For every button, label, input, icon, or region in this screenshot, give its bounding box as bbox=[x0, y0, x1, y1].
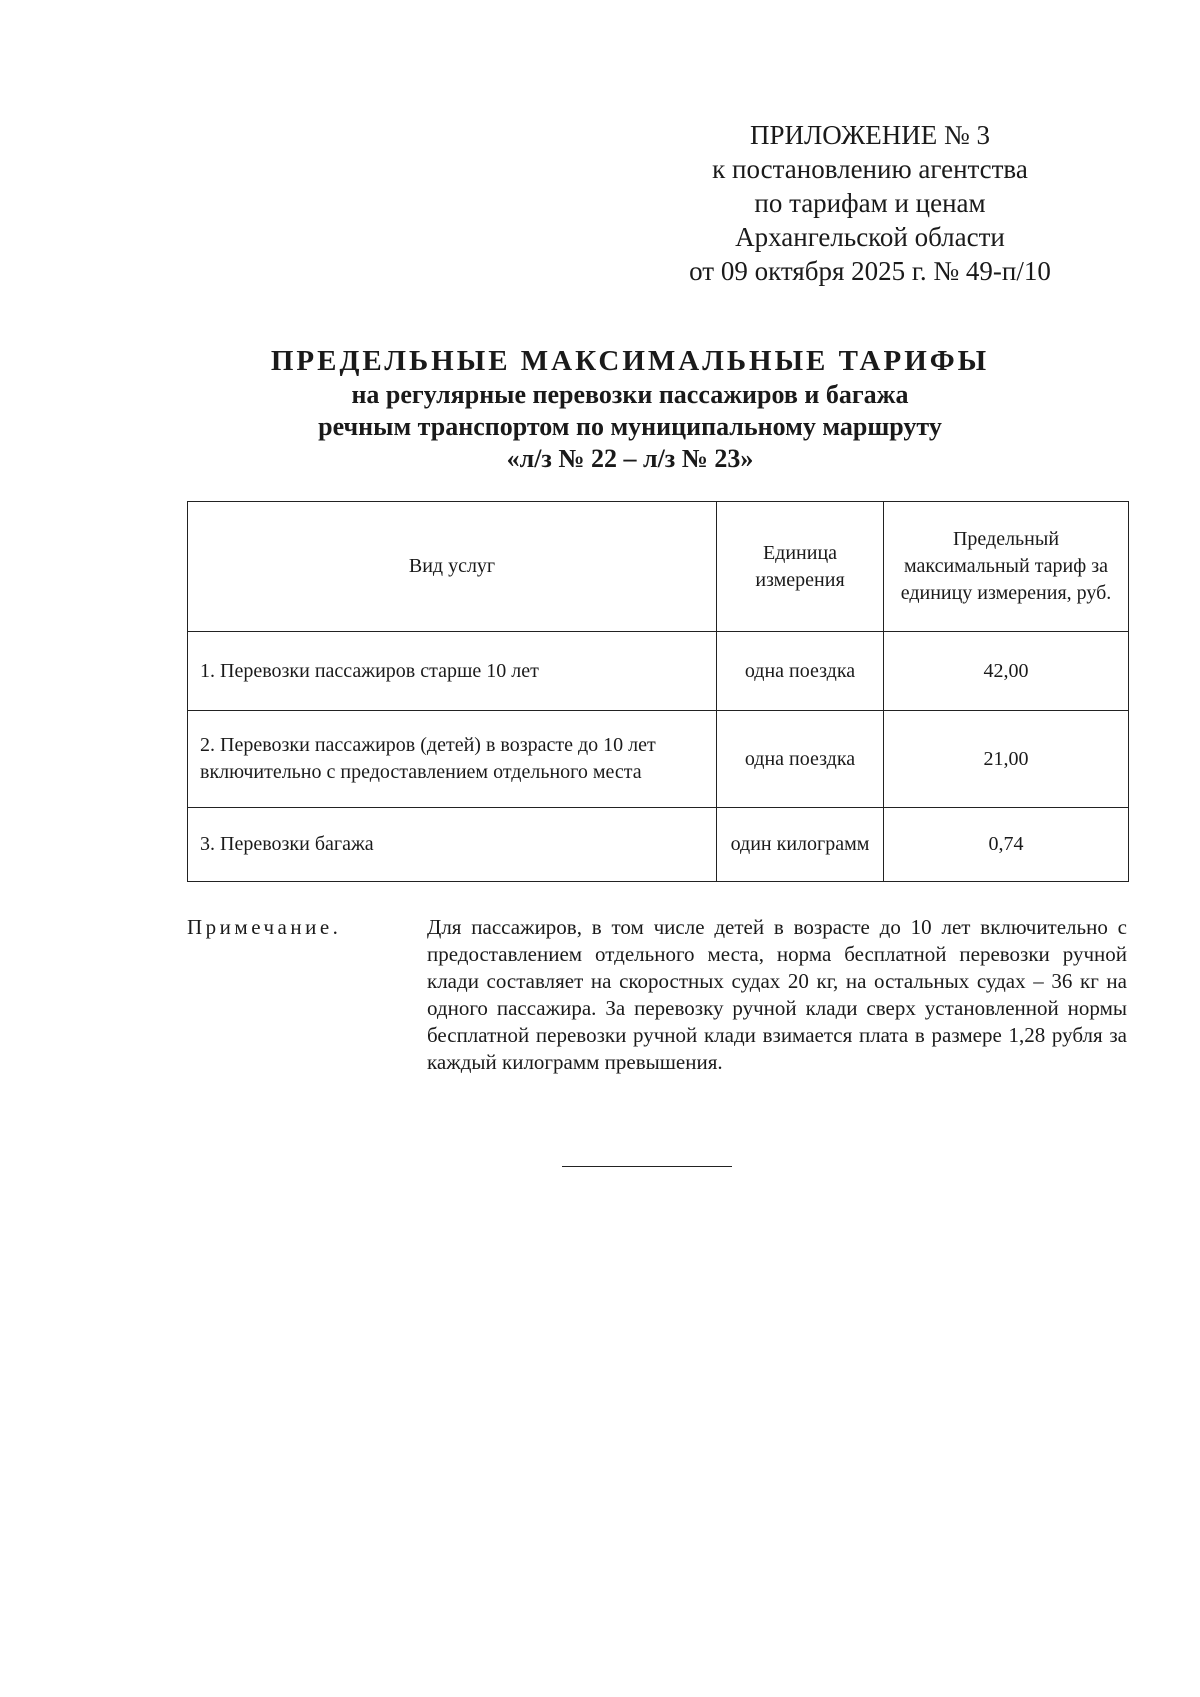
document-title bbox=[190, 345, 1070, 475]
cell-unit: одна поездка bbox=[717, 711, 884, 808]
title-subline: на регулярные перевозки пассажиров и багажа bbox=[351, 380, 909, 409]
table-row bbox=[188, 808, 1129, 882]
header-service: Вид услуг bbox=[188, 502, 717, 632]
table-row bbox=[188, 632, 1129, 711]
cell-tariff: 21,00 bbox=[884, 711, 1129, 808]
appendix-ref-line: к постановлению агентства bbox=[712, 154, 1028, 184]
appendix-ref-line: Архангельской области bbox=[735, 222, 1005, 252]
end-divider bbox=[562, 1166, 732, 1167]
table-row bbox=[188, 711, 1129, 808]
appendix-ref-line: по тарифам и ценам bbox=[754, 188, 986, 218]
title-subline: речным транспортом по муниципальному маршруту bbox=[318, 412, 942, 441]
appendix-date-number: от 09 октября 2025 г. № 49-п/10 bbox=[689, 256, 1051, 286]
title-main: ПРЕДЕЛЬНЫЕ МАКСИМАЛЬНЫЕ ТАРИФЫ bbox=[270, 345, 990, 377]
header-tariff: Предельный максимальный тариф за единицу измерения, руб. bbox=[884, 502, 1129, 632]
cell-tariff: 0,74 bbox=[884, 808, 1129, 882]
route-name: «л/з № 22 – л/з № 23» bbox=[506, 444, 754, 473]
header-unit: Единица измерения bbox=[717, 502, 884, 632]
note-text: Для пассажиров, в том числе детей в возрасте до 10 лет включительно с предоставлением отдельного места, норма бесплатной перевозки ручной клади составляет на скоростных судах 20 кг, на остальных судах – 36 кг на одного пассажира. За перевозку ручной клади сверх установленной нормы бесплатной перевозки ручной клади взимается плата в размере 1,28 рубля за каждый килограмм превышения. bbox=[427, 915, 1127, 1074]
appendix-header bbox=[650, 118, 1090, 288]
cell-service: 2. Перевозки пассажиров (детей) в возрасте до 10 лет включительно с предоставлением отдельного места bbox=[188, 711, 717, 808]
table-header-row bbox=[188, 502, 1129, 632]
cell-tariff: 42,00 bbox=[884, 632, 1129, 711]
cell-service: 1. Перевозки пассажиров старше 10 лет bbox=[188, 632, 717, 711]
appendix-number: ПРИЛОЖЕНИЕ № 3 bbox=[749, 120, 991, 150]
note-label: Примечание. bbox=[187, 915, 342, 939]
cell-service: 3. Перевозки багажа bbox=[188, 808, 717, 882]
cell-unit: одна поездка bbox=[717, 632, 884, 711]
cell-unit: один килограмм bbox=[717, 808, 884, 882]
tariff-table bbox=[187, 501, 1129, 882]
